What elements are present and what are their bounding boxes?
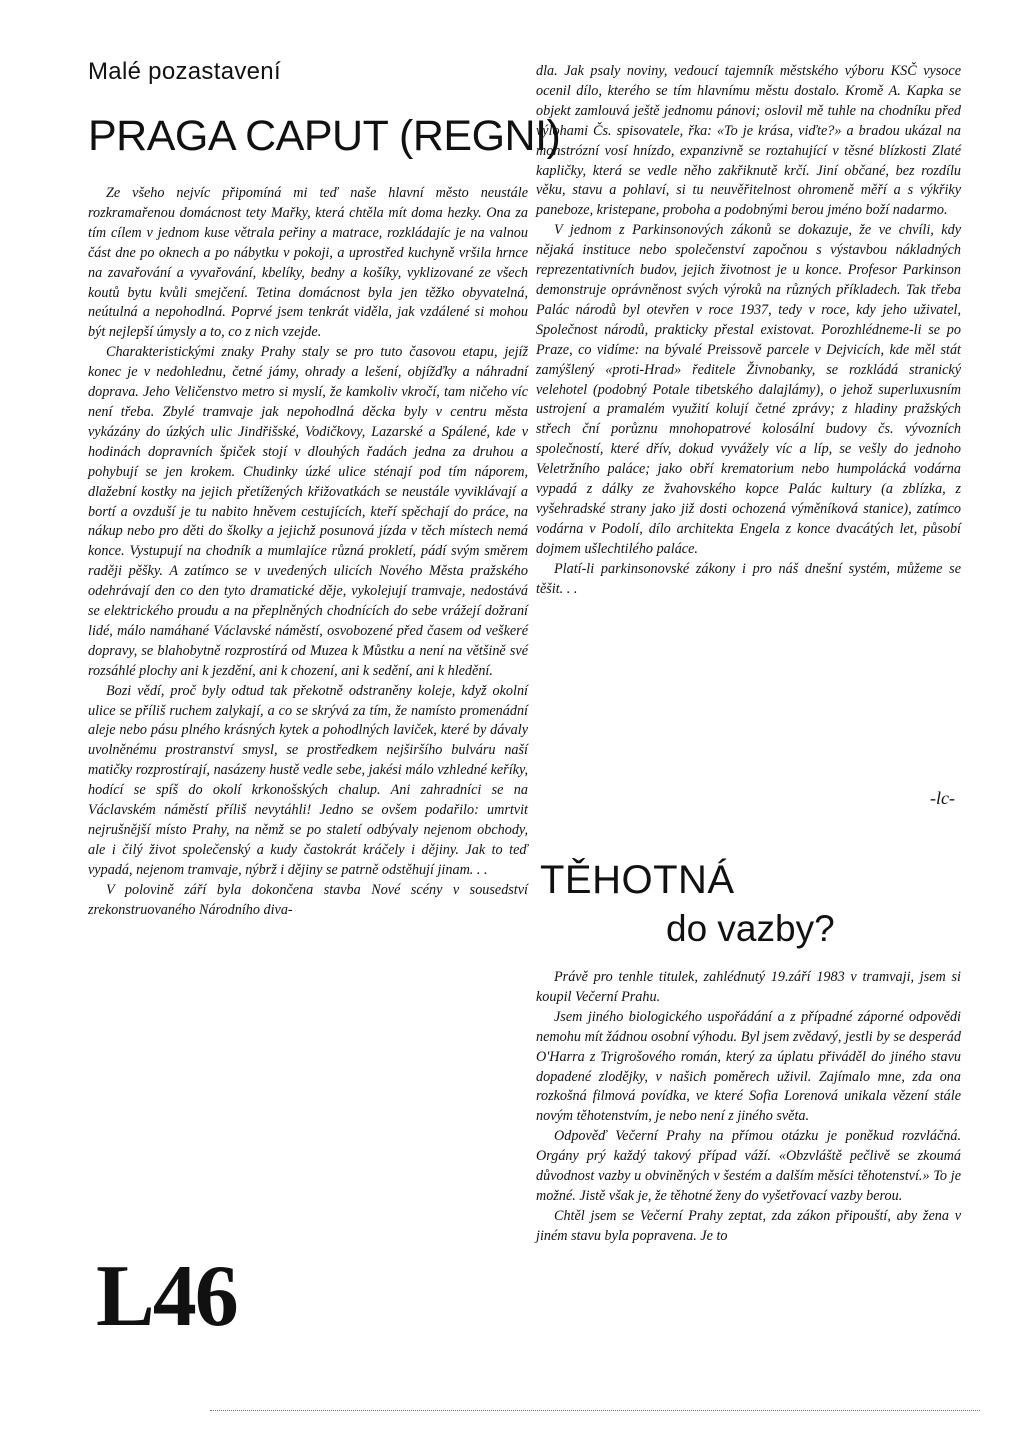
author-signature: -lc- <box>930 788 955 808</box>
article-headline: PRAGA CAPUT (REGNI) <box>88 112 561 160</box>
paragraph: Právě pro tenhle titulek, zahlédnutý 19.září 1983 v tramvaji, jsem si koupil Večerní Prahu. <box>536 969 961 1005</box>
paragraph: V polovině září byla dokončena stavba Nové scény v sousedství zrekonstruovaného Národního diva- <box>88 881 528 918</box>
paragraph: V jednom z Parkinsonových zákonů se dokazuje, že ve chvíli, kdy nějaká instituce nebo společenství započnou s výstavbou nákladných reprezentativních budov, jejich životnost je u konce. Profesor Parkinson demonstruje oprávněnost svých výroků na různých příkladech. Tak třeba Palác národů byl otevřen v roce 1937, tedy v roce, kdy jeho uživatel, Společnost národů, prakticky přestal existovat. Porozhlédneme-li se po Praze, co vidíme: na bývalé Preissově parcele v Dejvicích, kde měl stát zamýšlený «proti-Hrad» ředitele Živnobanky, se rozkládá stranický velehotel (podobný Potale tibetského dalajlámy), o jehož superluxusním ustrojení a pramalém využití kolují četné zprávy; z hladiny pražských střech ční porůznu mnohopatrové kolosální budovy čs. vývozních společností, které dřív, dokud vyvážely víc a líp, se vešly do jednoho Veletržního paláce; jako obří krematorium nebo humpolácká vodárna vypadá z dálky ze žvahovského kopce Palác kultury (a zblízka, z vyšehradské strany jako již dosti ochozená výměníková stanice), zatímco vodárna v Podolí, dílo architekta Engela z konce dvacátých let, působí dojmem ušlechtilého paláce. <box>536 222 961 557</box>
paragraph: Charakteristickými znaky Prahy staly se pro tuto časovou etapu, jejíž konec je v nedohlednu, četné jámy, ohrady a lešení, objížďky a náhradní doprava. Jeho Veličenstvo metro si myslí, že kamkoliv vkročí, tam ničeho víc není třeba. Zbylé tramvaje jak nepohodlná děcka byly v centru města vykázány do úzkých ulic Jindřišské, Vodičkovy, Lazarské a Spálené, kde v hodinách dopravních špiček stojí v dlouhých řadách jedna za druhou a pohybují se jen krokem. Chudinky úzké ulice sténají pod tím náporem, dlažební kostky na jejich přetížených křižovatkách se neustále vyviklávají a bortí a ovzduší je tu nabito hněvem cestujících, kteří spěchají do práce, na nákup nebo pro děti do školky a jejichž posunová jízda v těch místech nemá konce. Vystupují na chodník a mumlajíce různá prokletí, pádí svým směrem raději pěšky. A zatímco se v uvedených ulicích Nového Města pražského odehrávají den co den tyto dramatické děje, vykolejují tramvaje, nedostává se elektrického proudu a na přeplněných chodnících do sebe vrážejí dožraní lidé, málo namáhané Václavské náměstí, osvobozené před časem od veškeré dopravy, se blahobytně rozprostírá od Muzea k Můstku a není na většině své rozsáhlé plochy ani k jezdění, ani k chození, ani k sedění, ani k hledění. <box>88 344 528 679</box>
section-kicker: Malé pozastavení <box>88 58 281 85</box>
paragraph: Bozi vědí, proč byly odtud tak překotně odstraněny koleje, když okolní ulice se příliš ruchem zalykají, a co se skrývá za tím, že namísto promenádní aleje nebo pásu plného krásných kytek a pohodlných laviček, které by dávaly uvolněnému prostranství smysl, se prostředkem nejširšího bulváru naší matičky rozprostírají, nasázeny hustě vedle sebe, jakési málo vzhledné keříky, hodící se spíš do okolí krkonošských chalup. Ani zahradníci se na Václavském náměstí příliš nevytáhli! Jedno se ovšem podařilo: umrtvit nejrušnější místo Prahy, na němž se po staletí odbývaly nejenom obchody, ale i čilý život společenský a kudy častokrát kráčely i dějiny. Jak to teď vypadá, nejenom tramvaje, nýbrž i dějiny se patrně odstěhují jinam. . . <box>88 682 528 878</box>
second-article-body <box>536 968 961 1247</box>
bottom-dotted-rule <box>210 1410 980 1411</box>
paragraph: Jsem jiného biologického uspořádání a z případné záporné odpovědi nemohu mít žádnou osobní výhodu. Byl jsem zvědavý, jestli by se desperád O'Harra z Trigrošového román, který za úplatu přiváděl do jiného stavu dopadené zlodějky, v našich poměrech uživil. Zajímalo mne, zda ona rozkošná filmová povídka, ve které Sofia Lorenová unikala vězení stále novým těhotenstvím, je nebo není z jiného světa. <box>536 1008 961 1125</box>
second-article-title: TĚHOTNÁ <box>540 858 735 902</box>
second-article-subtitle: do vazby? <box>666 908 835 949</box>
paragraph: Odpověď Večerní Prahy na přímou otázku je poněkud rozvláčná. Orgány prý každý takový případ váží. «Obzvláště pečlivě se zkoumá důvodnost vazby u obviněných v šestém a dalším měsíci těhotenství.» To je možné. Jistě však je, že těhotné ženy do vyšetřovací vazby berou. <box>536 1128 961 1204</box>
paragraph: Chtěl jsem se Večerní Prahy zeptat, zda zákon připouští, aby žena v jiném stavu byla popravena. Je to <box>536 1207 961 1244</box>
article-body-right <box>536 62 961 599</box>
paragraph: Ze všeho nejvíc připomíná mi teď naše hlavní město neustále rozkramařenou domácnost tety Mařky, která chtěla mít doma hezky. Ona za tím cílem v jednom kuse větrala peřiny a matrace, rozkládajíc je na valnou část dne po oknech a po nábytku v pokoji, a uprostřed kuchyně vršila hrnce na zavařování a vyvařování, kbelíky, bedny a košíky, vyklizované ze všech koutů bytu kvůli smejčení. Tetina domácnost byla jen těžko obyvatelná, neútulná a nepohodlná. Poprvé jsem tenkrát viděla, jak vzdálené si mohou být nejlepší úmysly a to, co z nich vzejde. <box>88 185 528 341</box>
article-body-left <box>88 184 528 921</box>
paragraph: dla. Jak psaly noviny, vedoucí tajemník městského výboru KSČ vysoce ocenil dílo, kterého se tím hlavnímu městu dostalo. Kromě A. Kapka se objekt zamlouvá ještě jednomu pánovi; oslovil mě tuhle na chodníku před výlohami Čs. spisovatele, řka: «To je krása, viďte?» a bradou ukázal na monstrózní vosí hnízdo, expanzivně se roztahující v těsné blízkosti Zlaté kapličky, která se vedle něho zakřiknutě krčí. Jiní občané, bez rozdílu věku, stavu a pohlaví, si tu neuvěřitelnost ohromeně měří a s výkřiky paneboze, kristepane, proboha a podobnými berou jméno boží nadarmo. <box>536 63 961 219</box>
page-code: L46 <box>96 1248 237 1345</box>
paragraph: Platí-li parkinsonovské zákony i pro náš dnešní systém, můžeme se těšit. . . <box>536 560 961 597</box>
